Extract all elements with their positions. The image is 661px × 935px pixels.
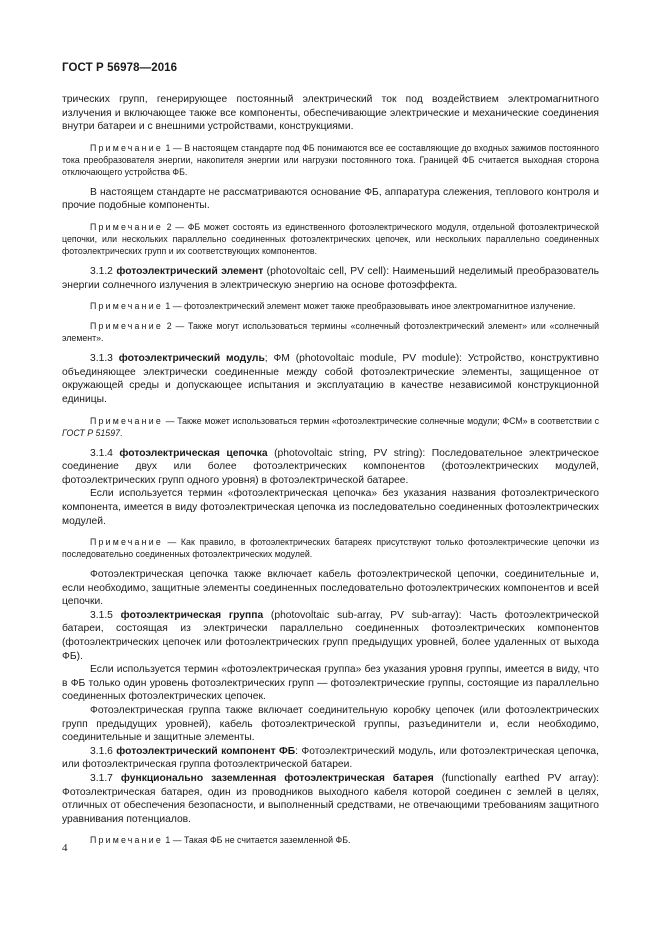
- term-definition-3-1-2: [62, 265, 599, 292]
- paragraph: Фотоэлектрическая группа также включает соединительную коробку цепочек (или фотоэлектрических групп предыдущих уровней), кабель фотоэлектрической группы, разъединители и, если необходимо, соединительные и защитные элементы.: [62, 705, 599, 744]
- term-number: 3.1.2: [90, 265, 117, 277]
- note-text: 1 — Такая ФБ не считается заземленной ФБ.: [162, 835, 351, 846]
- standard-reference: ГОСТ Р 51597: [62, 427, 120, 438]
- note-label: Примечание: [90, 321, 163, 332]
- note-label: Примечание: [90, 221, 163, 232]
- term-name: фотоэлектрическая цепочка: [119, 447, 268, 459]
- term-definition-3-1-7: [62, 772, 599, 826]
- page-number: 4: [62, 842, 68, 854]
- note-label: Примечание: [90, 415, 163, 426]
- note: [62, 300, 599, 312]
- note: [62, 834, 599, 846]
- note: [62, 142, 599, 178]
- term-name: фотоэлектрическая группа: [120, 609, 264, 621]
- note-label: Примечание: [90, 301, 163, 312]
- note-text: 1 — фотоэлектрический элемент может также преобразовывать иное электромагнитное излучение.: [162, 301, 576, 312]
- term-definition-3-1-6: [62, 745, 599, 772]
- paragraph: Если используется термин «фотоэлектрическая цепочка» без указания названия фотоэлектрического компонента, имеется в виду фотоэлектрическая цепочка из последовательно соединенных фотоэлектрических модулей.: [62, 488, 599, 527]
- note-label: Примечание: [90, 835, 163, 846]
- term-text: ; ФМ (photovoltaic module, PV module): Устройство, конструктивно объединяющее электрически соединенные между собой фотоэлектрические элементы, защищенное от окружающей среды и допускающее испытания и эксплуатацию в качестве независимой конструкционной единицы.: [62, 353, 599, 405]
- note-text: — Как правило, в фотоэлектрических батареях присутствуют только фотоэлектрические цепочки из последовательно соединенных фотоэлектрических модулей.: [62, 537, 599, 560]
- note-label: Примечание: [90, 537, 163, 548]
- term-text: (photovoltaic string, PV string): Последовательное электрическое соединение двух или более фотоэлектрических компонентов (фотоэлектрических модулей, фотоэлектрических групп одного уровня) в фотоэлектрической батарее.: [62, 447, 599, 486]
- term-number: 3.1.6: [90, 745, 117, 757]
- note-text: 2 — Также могут использоваться термины «солнечный фотоэлектрический элемент» или «солнечный элемент».: [62, 321, 599, 344]
- term-name: фотоэлектрический элемент: [116, 265, 264, 277]
- term-name: функционально заземленная фотоэлектрическая батарея: [120, 773, 434, 784]
- paragraph: трических групп, генерирующее постоянный электрический ток под воздействием электромагнитного излучения и включающее также все компоненты, обеспечивающие электрические и механические соединения внутри батареи и с внешними устройствами, конструкциями.: [62, 94, 599, 133]
- term-text: : Фотоэлектрический модуль, или фотоэлектрическая цепочка, или фотоэлектрическая группа фотоэлектрической батареи.: [62, 745, 600, 771]
- paragraph: Фотоэлектрическая цепочка также включает кабель фотоэлектрической цепочки, соединительные и, если необходимо, защитные элементы соединенных последовательно фотоэлектрических компонентов и всей цепочки.: [62, 569, 599, 608]
- note: [62, 320, 599, 344]
- paragraph: В настоящем стандарте не рассматриваются основание ФБ, аппаратура слежения, теплового контроля и прочие подобные компоненты.: [62, 186, 599, 212]
- term-text: (functionally earthed PV array): Фотоэлектрическая батарея, один из проводников выходного кабеля которой соединен с землей в целях, отличных от обеспечения безопасности, и выполненный средствами, не отвечающими требованиям защитного уравнивания потенциалов.: [62, 773, 600, 825]
- term-text: (photovoltaic cell, PV cell): Наименьший неделимый преобразователь энергии солнечного излучения в электрическую энергию на основе фотоэффекта.: [62, 265, 600, 291]
- term-number: 3.1.5: [90, 609, 121, 621]
- term-number: 3.1.7: [90, 773, 121, 784]
- note-text: 1 — В настоящем стандарте под ФБ понимаются все ее составляющие до входных зажимов постоянного тока преобразователя энергии, накопителя энергии или нагрузки постоянного тока. Границей ФБ считается выходная сторона отключающего устройства ФБ.: [62, 142, 599, 177]
- term-name: фотоэлектрический компонент ФБ: [116, 745, 296, 757]
- page-content: [62, 93, 599, 854]
- term-definition-3-1-5: [62, 609, 599, 663]
- note-text: — Также может использоваться термин «фотоэлектрические солнечные модули; ФСМ» в соответствии с: [162, 415, 599, 426]
- note: [62, 415, 599, 439]
- note-text: 2 — ФБ может состоять из единственного фотоэлектрического модуля, отдельной фотоэлектрической цепочки, или нескольких параллельно соединенных фотоэлектрических цепочек, или нескольких параллельно соединенных фотоэлектрических групп и их соответствующих компонентов.: [62, 221, 599, 256]
- term-number: 3.1.4: [90, 447, 120, 459]
- term-definition-3-1-3: [62, 352, 599, 406]
- term-text: (photovoltaic sub-array, PV sub-array): Часть фотоэлектрической батареи, состоящая из электрически параллельно соединенных фотоэлектрических компонентов (фотоэлектрических цепочек или фотоэлектрических групп предыдущих уровней, более удаленных от выхода ФБ).: [62, 609, 599, 662]
- page-header: ГОСТ Р 56978—2016: [62, 62, 178, 74]
- note: [62, 221, 599, 257]
- term-number: 3.1.3: [90, 353, 119, 365]
- note-end: .: [120, 427, 123, 438]
- term-definition-3-1-4: [62, 447, 599, 488]
- note-label: Примечание: [90, 142, 163, 153]
- paragraph: Если используется термин «фотоэлектрическая группа» без указания уровня группы, имеется в виду, что в ФБ только один уровень фотоэлектрических групп — фотоэлектрические группы, состоящие из параллельно соединенных фотоэлектрических цепочек.: [62, 664, 599, 703]
- term-name: фотоэлектрический модуль: [118, 353, 265, 365]
- note: [62, 536, 599, 560]
